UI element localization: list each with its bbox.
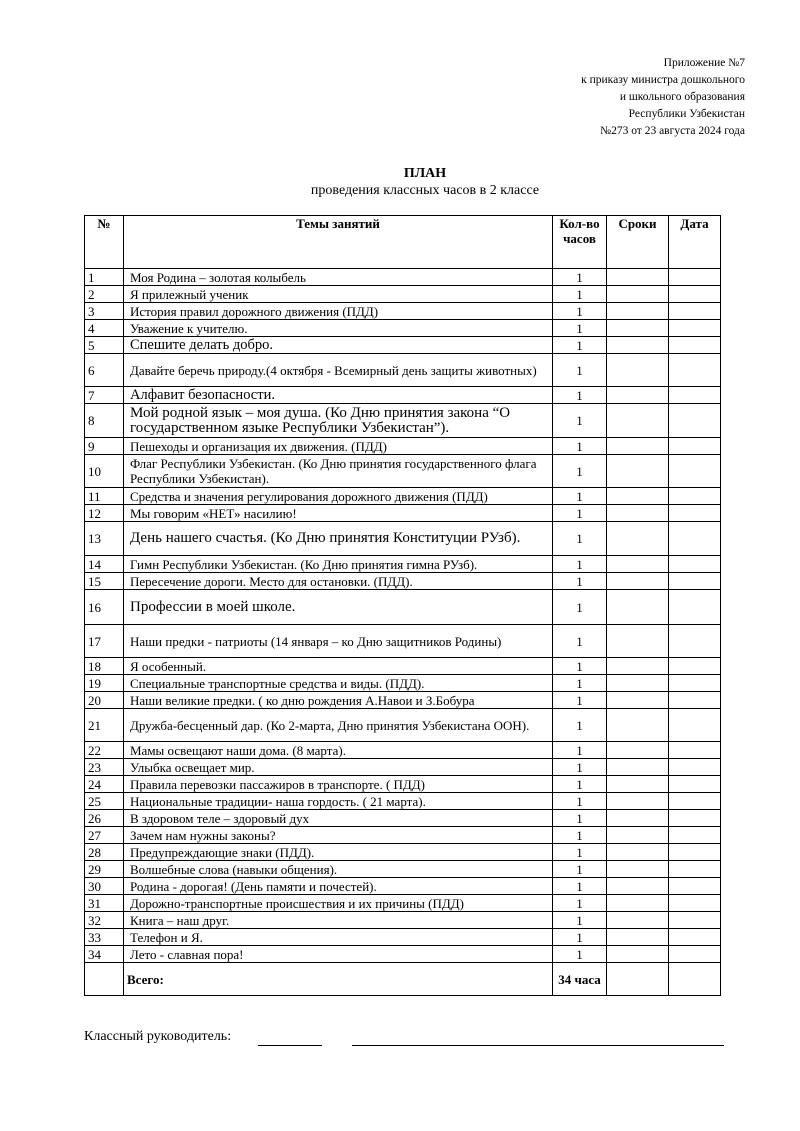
table-row: [85, 337, 721, 354]
row-number: 22: [85, 742, 124, 759]
row-number: 17: [85, 625, 124, 658]
total-row: [85, 963, 721, 996]
row-date: [669, 793, 721, 810]
table-row: [85, 387, 721, 404]
row-terms: [607, 675, 669, 692]
row-number: 12: [85, 505, 124, 522]
row-number: 19: [85, 675, 124, 692]
row-date: [669, 759, 721, 776]
row-number: 34: [85, 946, 124, 963]
row-date: [669, 455, 721, 488]
total-label: Всего:: [124, 963, 553, 996]
row-terms: [607, 354, 669, 387]
row-hours: 1: [553, 929, 607, 946]
row-hours: 1: [553, 861, 607, 878]
row-hours: 1: [553, 759, 607, 776]
row-terms: [607, 286, 669, 303]
table-row: [85, 759, 721, 776]
row-terms: [607, 556, 669, 573]
row-number: 2: [85, 286, 124, 303]
row-hours: 1: [553, 455, 607, 488]
row-topic: Моя Родина – золотая колыбель: [124, 269, 553, 286]
row-terms: [607, 573, 669, 590]
row-hours: 1: [553, 488, 607, 505]
row-date: [669, 337, 721, 354]
row-terms: [607, 590, 669, 625]
row-date: [669, 776, 721, 793]
appendix-line: №273 от 23 августа 2024 года: [600, 125, 745, 137]
row-date: [669, 354, 721, 387]
row-hours: 1: [553, 438, 607, 455]
row-hours: 1: [553, 286, 607, 303]
row-terms: [607, 303, 669, 320]
row-terms: [607, 505, 669, 522]
row-topic: Национальные традиции- наша гордость. ( 21 марта).: [124, 793, 553, 810]
row-hours: 1: [553, 573, 607, 590]
row-terms: [607, 488, 669, 505]
appendix-line: к приказу министра дошкольного: [581, 74, 745, 86]
table-row: [85, 590, 721, 625]
row-number: 14: [85, 556, 124, 573]
row-hours: 1: [553, 878, 607, 895]
row-topic: Волшебные слова (навыки общения).: [124, 861, 553, 878]
row-terms: [607, 742, 669, 759]
row-terms: [607, 404, 669, 438]
row-date: [669, 404, 721, 438]
row-terms: [607, 946, 669, 963]
table-row: [85, 709, 721, 742]
row-date: [669, 844, 721, 861]
row-hours: 1: [553, 354, 607, 387]
row-hours: 1: [553, 895, 607, 912]
table-row: [85, 810, 721, 827]
row-topic: Мамы освещают наши дома. (8 марта).: [124, 742, 553, 759]
row-date: [669, 912, 721, 929]
row-hours: 1: [553, 556, 607, 573]
row-date: [669, 827, 721, 844]
row-topic: В здоровом теле – здоровый дух: [124, 810, 553, 827]
row-topic: Я особенный.: [124, 658, 553, 675]
row-number: 24: [85, 776, 124, 793]
row-hours: 1: [553, 912, 607, 929]
row-topic: Телефон и Я.: [124, 929, 553, 946]
document-subtitle: проведения классных часов в 2 классе: [310, 183, 540, 198]
table-row: [85, 354, 721, 387]
row-hours: 1: [553, 337, 607, 354]
row-number: 31: [85, 895, 124, 912]
table-row: [85, 793, 721, 810]
table-row: [85, 556, 721, 573]
table-row: [85, 929, 721, 946]
row-topic: Пересечение дороги. Место для остановки. (ПДД).: [124, 573, 553, 590]
row-date: [669, 692, 721, 709]
row-terms: [607, 759, 669, 776]
row-date: [669, 303, 721, 320]
row-hours: 1: [553, 793, 607, 810]
row-number: 10: [85, 455, 124, 488]
row-number: 33: [85, 929, 124, 946]
table-row: [85, 438, 721, 455]
table-row: [85, 946, 721, 963]
row-number: 3: [85, 303, 124, 320]
row-date: [669, 320, 721, 337]
header-date: Дата: [669, 216, 721, 269]
row-number: 7: [85, 387, 124, 404]
row-number: 21: [85, 709, 124, 742]
row-topic: Наши предки - патриоты (14 января – ко Дню защитников Родины): [124, 625, 553, 658]
row-hours: 1: [553, 742, 607, 759]
signature-label: Классный руководитель:: [84, 1029, 232, 1044]
row-terms: [607, 269, 669, 286]
appendix-note: [581, 55, 745, 140]
row-topic: Мой родной язык – моя душа. (Ко Дню принятия закона “О государственном языке Республики Узбекистан”).: [124, 404, 553, 438]
row-hours: 1: [553, 658, 607, 675]
row-terms: [607, 844, 669, 861]
header-num: №: [85, 216, 124, 269]
row-number: 27: [85, 827, 124, 844]
row-date: [669, 810, 721, 827]
row-number: 8: [85, 404, 124, 438]
row-date: [669, 742, 721, 759]
row-topic: Родина - дорогая! (День памяти и почестей).: [124, 878, 553, 895]
row-topic: Книга – наш друг.: [124, 912, 553, 929]
row-terms: [607, 320, 669, 337]
row-topic: Давайте беречь природу.(4 октября - Всемирный день защиты животных): [124, 354, 553, 387]
total-num-cell: [85, 963, 124, 996]
row-topic: Дорожно-транспортные происшествия и их причины (ПДД): [124, 895, 553, 912]
row-date: [669, 286, 721, 303]
row-number: 4: [85, 320, 124, 337]
row-terms: [607, 929, 669, 946]
row-hours: 1: [553, 709, 607, 742]
row-number: 26: [85, 810, 124, 827]
row-hours: 1: [553, 844, 607, 861]
row-date: [669, 573, 721, 590]
total-hours: 34 часа: [553, 963, 607, 996]
row-date: [669, 488, 721, 505]
row-hours: 1: [553, 946, 607, 963]
row-number: 11: [85, 488, 124, 505]
row-date: [669, 946, 721, 963]
row-terms: [607, 776, 669, 793]
row-hours: 1: [553, 590, 607, 625]
name-line: [352, 1045, 724, 1046]
row-date: [669, 438, 721, 455]
row-date: [669, 709, 721, 742]
row-hours: 1: [553, 827, 607, 844]
table-row: [85, 404, 721, 438]
row-terms: [607, 658, 669, 675]
row-hours: 1: [553, 625, 607, 658]
total-date-cell: [669, 963, 721, 996]
row-date: [669, 556, 721, 573]
table-row: [85, 286, 721, 303]
appendix-line: Приложение №7: [663, 57, 745, 69]
row-hours: 1: [553, 387, 607, 404]
row-date: [669, 387, 721, 404]
row-hours: 1: [553, 303, 607, 320]
row-topic: Флаг Республики Узбекистан. (Ко Дню принятия государственного флага Республики Узбекистан).: [124, 455, 553, 488]
row-terms: [607, 337, 669, 354]
row-topic: Спешите делать добро.: [124, 337, 553, 354]
row-topic: Средства и значения регулирования дорожного движения (ПДД): [124, 488, 553, 505]
row-number: 25: [85, 793, 124, 810]
row-number: 20: [85, 692, 124, 709]
row-date: [669, 590, 721, 625]
row-topic: Дружба-бесценный дар. (Ко 2-марта, Дню принятия Узбекистана ООН).: [124, 709, 553, 742]
row-terms: [607, 827, 669, 844]
table-row: [85, 878, 721, 895]
row-terms: [607, 692, 669, 709]
table-row: [85, 269, 721, 286]
header-topic: Темы занятий: [124, 216, 553, 269]
row-topic: Правила перевозки пассажиров в транспорте. ( ПДД): [124, 776, 553, 793]
row-terms: [607, 793, 669, 810]
table-row: [85, 658, 721, 675]
table-row: [85, 844, 721, 861]
row-hours: 1: [553, 692, 607, 709]
row-topic: Зачем нам нужны законы?: [124, 827, 553, 844]
row-number: 18: [85, 658, 124, 675]
row-terms: [607, 878, 669, 895]
row-terms: [607, 387, 669, 404]
row-terms: [607, 861, 669, 878]
row-number: 1: [85, 269, 124, 286]
table-row: [85, 827, 721, 844]
row-date: [669, 658, 721, 675]
row-hours: 1: [553, 505, 607, 522]
row-topic: Наши великие предки. ( ко дню рождения А.Навои и З.Бобура: [124, 692, 553, 709]
row-date: [669, 861, 721, 878]
table-row: [85, 320, 721, 337]
row-terms: [607, 912, 669, 929]
row-topic: Гимн Республики Узбекистан. (Ко Дню принятия гимна РУзб).: [124, 556, 553, 573]
row-topic: Специальные транспортные средства и виды. (ПДД).: [124, 675, 553, 692]
row-number: 9: [85, 438, 124, 455]
row-date: [669, 625, 721, 658]
row-terms: [607, 895, 669, 912]
table-row: [85, 522, 721, 556]
plan-table: [84, 215, 721, 996]
row-topic: История правил дорожного движения (ПДД): [124, 303, 553, 320]
signature-line: [258, 1045, 322, 1046]
table-row: [85, 505, 721, 522]
row-date: [669, 505, 721, 522]
row-hours: 1: [553, 776, 607, 793]
row-terms: [607, 625, 669, 658]
appendix-line: и школьного образования: [619, 91, 745, 103]
row-topic: Профессии в моей школе.: [124, 590, 553, 625]
appendix-line: Республики Узбекистан: [628, 108, 745, 120]
row-hours: 1: [553, 810, 607, 827]
row-terms: [607, 438, 669, 455]
row-date: [669, 895, 721, 912]
row-hours: 1: [553, 320, 607, 337]
row-terms: [607, 709, 669, 742]
header-hours: Кол-во часов: [553, 216, 607, 269]
table-row: [85, 573, 721, 590]
row-number: 5: [85, 337, 124, 354]
row-terms: [607, 522, 669, 556]
row-topic: Уважение к учителю.: [124, 320, 553, 337]
row-hours: 1: [553, 269, 607, 286]
row-date: [669, 878, 721, 895]
document-title: ПЛАН: [403, 166, 447, 181]
row-number: 15: [85, 573, 124, 590]
row-number: 13: [85, 522, 124, 556]
table-row: [85, 776, 721, 793]
table-row: [85, 742, 721, 759]
row-date: [669, 522, 721, 556]
row-topic: Предупреждающие знаки (ПДД).: [124, 844, 553, 861]
row-number: 23: [85, 759, 124, 776]
row-topic: Я прилежный ученик: [124, 286, 553, 303]
table-row: [85, 455, 721, 488]
table-row: [85, 692, 721, 709]
table-row: [85, 912, 721, 929]
row-topic: Пешеходы и организация их движения. (ПДД): [124, 438, 553, 455]
plan-table-body: [85, 269, 721, 963]
row-topic: Улыбка освещает мир.: [124, 759, 553, 776]
row-date: [669, 269, 721, 286]
row-terms: [607, 810, 669, 827]
table-row: [85, 861, 721, 878]
row-number: 30: [85, 878, 124, 895]
row-terms: [607, 455, 669, 488]
table-row: [85, 625, 721, 658]
table-row: [85, 895, 721, 912]
row-topic: Мы говорим «НЕТ» насилию!: [124, 505, 553, 522]
row-date: [669, 929, 721, 946]
row-hours: 1: [553, 522, 607, 556]
table-row: [85, 675, 721, 692]
row-topic: Алфавит безопасности.: [124, 387, 553, 404]
row-number: 32: [85, 912, 124, 929]
row-topic: Лето - славная пора!: [124, 946, 553, 963]
row-topic: День нашего счастья. (Ко Дню принятия Конституции РУзб).: [124, 522, 553, 556]
row-hours: 1: [553, 404, 607, 438]
header-terms: Сроки: [607, 216, 669, 269]
row-date: [669, 675, 721, 692]
row-number: 28: [85, 844, 124, 861]
row-hours: 1: [553, 675, 607, 692]
row-number: 29: [85, 861, 124, 878]
table-row: [85, 488, 721, 505]
total-terms-cell: [607, 963, 669, 996]
row-number: 6: [85, 354, 124, 387]
table-row: [85, 303, 721, 320]
row-number: 16: [85, 590, 124, 625]
